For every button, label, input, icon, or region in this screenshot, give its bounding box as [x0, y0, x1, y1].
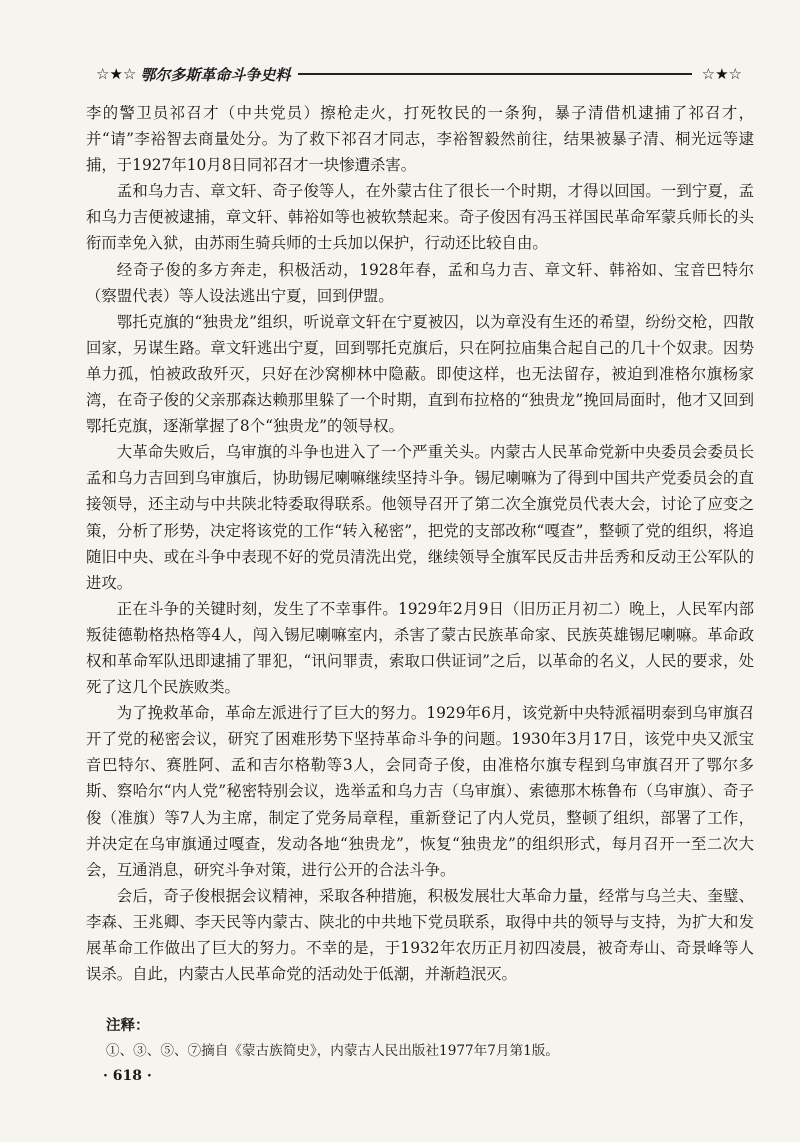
body-text [86, 100, 754, 987]
paragraph: 会后，奇子俊根据会议精神，采取各种措施，积极发展壮大革命力量，经常与乌兰夫、奎璧、李森、王兆卿、李天民等内蒙古、陕北的中共地下党员联系，取得中共的领导与支持，为扩大和发展革命工作做出了巨大的努力。不幸的是，于1932年农历正月初四凌晨，被奇寿山、奇景峰等人误杀。自此，内蒙古人民革命党的活动处于低潮，并渐趋泯灭。 [86, 886, 754, 984]
paragraph: 李的警卫员祁召才（中共党员）擦枪走火，打死牧民的一条狗，暴子清借机逮捕了祁召才，并“请”李裕智去商量处分。为了救下祁召才同志，李裕智毅然前往，结果被暴子清、桐光远等逮捕，于1927年10月8日同祁召才一块惨遭杀害。 [86, 104, 754, 175]
notes-section [86, 1014, 754, 1061]
header-stars-left: ☆★☆ [96, 65, 137, 83]
note-line: ①、③、⑤、⑦摘自《蒙古族简史》，内蒙古人民出版社1977年7月第1版。 [106, 1043, 559, 1059]
running-header [96, 60, 742, 88]
notes-title: 注释： [106, 1018, 150, 1034]
paragraph: 经奇子俊的多方奔走，积极活动，1928年春，孟和乌力吉、章文轩、韩裕如、宝音巴特尔（察盟代表）等人设法逃出宁夏，回到伊盟。 [86, 260, 754, 305]
header-title: 鄂尔多斯革命斗争史料 [140, 65, 291, 84]
header-rule [298, 73, 691, 75]
paragraph: 大革命失败后，乌审旗的斗争也进入了一个严重关头。内蒙古人民革命党新中央委员会委员长孟和乌力吉回到乌审旗后，协助锡尼喇嘛继续坚持斗争。锡尼喇嘛为了得到中国共产党委员会的直接领导，还主动与中共陕北特委取得联系。他领导召开了第二次全旗党员代表大会，讨论了应变之策，分析了形势，决定将该党的工作“转入秘密”，把党的支部改称“嘎查”，整顿了党的组织，将追随旧中央、或在斗争中表现不好的党员清洗出党，继续领导全旗军民反击井岳秀和反动王公军队的进攻。 [86, 443, 754, 592]
page-number: · 618 · [103, 1068, 152, 1084]
paragraph: 孟和乌力吉、章文轩、奇子俊等人，在外蒙古住了很长一个时期，才得以回国。一到宁夏，孟和乌力吉便被逮捕，章文轩、韩裕如等也被软禁起来。奇子俊因有冯玉祥国民革命军蒙兵师长的头衔而幸免入狱，由苏雨生骑兵师的士兵加以保护，行动还比较自由。 [86, 182, 754, 253]
paragraph: 正在斗争的关键时刻，发生了不幸事件。1929年2月9日（旧历正月初二）晚上，人民军内部叛徒德勒格热格等4人，闯入锡尼喇嘛室内，杀害了蒙古民族革命家、民族英雄锡尼喇嘛。革命政权和革命军队迅即逮捕了罪犯，“讯问罪责，索取口供证词”之后，以革命的名义，人民的要求，处死了这几个民族败类。 [86, 599, 754, 697]
paragraph: 为了挽救革命，革命左派进行了巨大的努力。1929年6月，该党新中央特派福明泰到乌审旗召开了党的秘密会议，研究了困难形势下坚持革命斗争的问题。1930年3月17日，该党中央又派宝音巴特尔、赛胜阿、孟和吉尔格勒等3人，会同奇子俊，由准格尔旗专程到乌审旗召开了鄂尔多斯、察哈尔“内人党”秘密特别会议，选举孟和乌力吉（乌审旗）、索德那木栋鲁布（乌审旗）、奇子俊（准旗）等7人为主席，制定了党务局章程，重新登记了内人党员，整顿了组织，部署了工作，并决定在乌审旗通过嘎查，发动各地“独贵龙”，恢复“独贵龙”的组织形式，每月召开一至二次大会，互通消息，研究斗争对策，进行公开的合法斗争。 [86, 704, 754, 879]
header-stars-right: ☆★☆ [701, 65, 742, 83]
paragraph: 鄂托克旗的“独贵龙”组织，听说章文轩在宁夏被囚，以为章没有生还的希望，纷纷交枪，四散回家，另谋生路。章文轩逃出宁夏，回到鄂托克旗后，只在阿拉庙集合起自己的几十个奴隶。因势单力孤，怕被政敌歼灭，只好在沙窝柳林中隐蔽。即使这样，也无法留存，被迫到准格尔旗杨家湾，在奇子俊的父亲那森达赖那里躲了一个时期，直到布拉格的“独贵龙”挽回局面时，他才又回到鄂托克旗，逐渐掌握了8个“独贵龙”的领导权。 [86, 312, 754, 436]
